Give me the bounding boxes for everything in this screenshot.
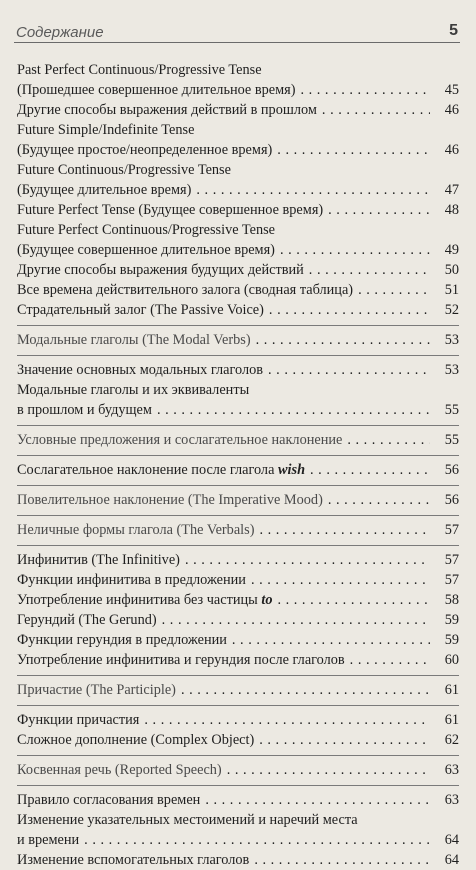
toc-entry-text: Модальные глаголы и их эквиваленты xyxy=(17,382,250,398)
header-page-number: 5 xyxy=(449,22,458,39)
dot-leader xyxy=(84,830,430,850)
dot-leader xyxy=(259,730,430,750)
toc-entry-title xyxy=(17,430,342,450)
toc-entry xyxy=(17,430,459,450)
toc-entry-line xyxy=(17,610,459,630)
toc-entry-title xyxy=(17,180,191,200)
toc-entry xyxy=(17,710,459,730)
toc-entry-line xyxy=(17,590,459,610)
section-divider xyxy=(17,750,459,756)
toc-entry-title xyxy=(17,590,272,610)
toc-page-number: 64 xyxy=(444,832,459,848)
toc-entry-line xyxy=(17,80,459,100)
toc-entry xyxy=(17,280,459,300)
toc-entry-title xyxy=(17,810,358,830)
toc-page-number: 51 xyxy=(444,282,459,298)
toc-entry-line xyxy=(17,280,459,300)
dot-leader xyxy=(232,630,430,650)
toc-entry-title xyxy=(17,460,305,480)
toc-page-number: 64 xyxy=(444,852,459,868)
toc-page-number: 57 xyxy=(444,522,459,538)
toc-entry-line xyxy=(17,730,459,750)
dot-leader xyxy=(350,650,430,670)
toc-entry xyxy=(17,360,459,380)
toc-entry-line xyxy=(17,520,459,540)
toc-entry-line-continued xyxy=(17,160,459,180)
toc-entry xyxy=(17,760,459,780)
toc-entry-line xyxy=(17,260,459,280)
dot-leader xyxy=(144,710,430,730)
toc-entry-title xyxy=(17,220,275,240)
toc-entry xyxy=(17,60,459,100)
toc-entry-text: Другие способы выражения действий в прошлом xyxy=(17,102,317,118)
dot-leader xyxy=(322,100,430,120)
toc-entry-line xyxy=(17,790,459,810)
toc-entry-text: Сложное дополнение (Complex Object) xyxy=(17,732,255,748)
toc-entry-line xyxy=(17,240,459,260)
toc-entry-line-continued xyxy=(17,220,459,240)
toc-entry-line xyxy=(17,490,459,510)
toc-entry-line xyxy=(17,180,459,200)
toc-entry-text: Страдательный залог (The Passive Voice) xyxy=(17,302,264,318)
dot-leader xyxy=(310,460,430,480)
toc-entry-text: Инфинитив (The Infinitive) xyxy=(17,552,180,568)
toc-entry-line xyxy=(17,300,459,320)
dot-leader xyxy=(227,760,430,780)
toc-entry-line xyxy=(17,650,459,670)
toc-page-number: 61 xyxy=(444,682,459,698)
section-divider xyxy=(17,780,459,786)
toc-entry-title xyxy=(17,140,272,160)
dot-leader xyxy=(328,490,430,510)
toc-entry-line xyxy=(17,360,459,380)
toc-page-number: 53 xyxy=(444,362,459,378)
toc-entry-title xyxy=(17,850,249,870)
toc-entry xyxy=(17,160,459,200)
toc-page-number: 46 xyxy=(444,142,459,158)
toc-page-number: 59 xyxy=(444,612,459,628)
toc-entry-text: (Будущее простое/неопределенное время) xyxy=(17,142,273,158)
toc-entry-title xyxy=(17,520,254,540)
toc-entry-line xyxy=(17,100,459,120)
toc-page-number: 45 xyxy=(444,82,459,98)
toc-entry-text: Изменение указательных местоимений и наречий места xyxy=(17,812,358,828)
toc-entry-text: Причастие (The Participle) xyxy=(17,682,176,698)
dot-leader xyxy=(328,200,430,220)
toc-entry-line-continued xyxy=(17,380,459,400)
toc-entry-title xyxy=(17,400,152,420)
toc-entry xyxy=(17,730,459,750)
toc-entry-text: в прошлом и будущем xyxy=(17,402,152,418)
toc-entry-text: Модальные глаголы (The Modal Verbs) xyxy=(17,332,251,348)
toc-page-number: 55 xyxy=(444,432,459,448)
section-divider xyxy=(17,480,459,486)
toc-page-number: 52 xyxy=(444,302,459,318)
toc-entry xyxy=(17,260,459,280)
toc-entry-title xyxy=(17,790,200,810)
toc-entry-text: Условные предложения и сослагательное наклонение xyxy=(17,432,343,448)
toc-entry-text: Future Perfect Continuous/Progressive Tense xyxy=(17,222,276,238)
toc-entry-line xyxy=(17,630,459,650)
toc-entry-line xyxy=(17,200,459,220)
toc-entry-line xyxy=(17,550,459,570)
toc-entry xyxy=(17,850,459,870)
toc-entry xyxy=(17,490,459,510)
toc-entry-title xyxy=(17,630,227,650)
toc-entry-text: Past Perfect Continuous/Progressive Tense xyxy=(17,62,262,78)
table-of-contents xyxy=(17,60,459,870)
dot-leader xyxy=(254,850,430,870)
toc-entry-title xyxy=(17,680,176,700)
dot-leader xyxy=(185,550,430,570)
dot-leader xyxy=(181,680,430,700)
toc-entry-title xyxy=(17,200,323,220)
toc-entry xyxy=(17,570,459,590)
toc-entry-line xyxy=(17,570,459,590)
toc-entry xyxy=(17,460,459,480)
toc-entry-line-continued xyxy=(17,120,459,140)
toc-entry-text: Функции герундия в предложении xyxy=(17,632,227,648)
toc-entry xyxy=(17,380,459,420)
toc-entry-line xyxy=(17,760,459,780)
toc-page-number: 55 xyxy=(444,402,459,418)
dot-leader xyxy=(259,520,430,540)
toc-entry-text: Неличные формы глагола (The Verbals) xyxy=(17,522,255,538)
toc-entry xyxy=(17,220,459,260)
section-divider xyxy=(17,540,459,546)
section-divider xyxy=(17,510,459,516)
toc-entry xyxy=(17,630,459,650)
header-title: Содержание xyxy=(16,24,104,41)
dot-leader xyxy=(205,790,430,810)
toc-entry xyxy=(17,790,459,810)
toc-page-number: 48 xyxy=(444,202,459,218)
toc-entry-text: Все времена действительного залога (сводная таблица) xyxy=(17,282,354,298)
toc-entry-text: Future Continuous/Progressive Tense xyxy=(17,162,231,178)
toc-entry-title xyxy=(17,360,263,380)
toc-entry xyxy=(17,680,459,700)
dot-leader xyxy=(280,240,430,260)
toc-entry-line xyxy=(17,830,459,850)
toc-entry xyxy=(17,200,459,220)
toc-page-number: 47 xyxy=(444,182,459,198)
toc-entry-text: Правило согласования времен xyxy=(17,792,201,808)
toc-page-number: 58 xyxy=(444,592,459,608)
toc-entry xyxy=(17,650,459,670)
toc-entry-line xyxy=(17,710,459,730)
toc-entry-title xyxy=(17,300,264,320)
toc-page-number: 56 xyxy=(444,462,459,478)
toc-entry-italic-word: wish xyxy=(278,462,306,478)
toc-entry-text: Употребление инфинитива без частицы xyxy=(17,592,262,608)
toc-entry-text: Функции инфинитива в предложении xyxy=(17,572,246,588)
toc-entry-title xyxy=(17,550,180,570)
toc-entry-title xyxy=(17,80,295,100)
dot-leader xyxy=(358,280,430,300)
toc-entry-title xyxy=(17,330,251,350)
toc-entry-text: (Прошедшее совершенное длительное время) xyxy=(17,82,296,98)
dot-leader xyxy=(277,590,430,610)
toc-page-number: 60 xyxy=(444,652,459,668)
dot-leader xyxy=(157,400,430,420)
toc-page-number: 62 xyxy=(444,732,459,748)
toc-entry-line-continued xyxy=(17,810,459,830)
toc-entry-text: (Будущее длительное время) xyxy=(17,182,192,198)
toc-entry xyxy=(17,610,459,630)
toc-entry-line xyxy=(17,460,459,480)
toc-entry-text: Употребление инфинитива и герундия после глаголов xyxy=(17,652,345,668)
toc-page-number: 61 xyxy=(444,712,459,728)
toc-entry-title xyxy=(17,710,139,730)
dot-leader xyxy=(269,300,430,320)
toc-entry-text: Future Simple/Indefinite Tense xyxy=(17,122,195,138)
section-divider xyxy=(17,700,459,706)
dot-leader xyxy=(196,180,430,200)
toc-entry-title xyxy=(17,280,353,300)
toc-entry-text: Косвенная речь (Reported Speech) xyxy=(17,762,222,778)
dot-leader xyxy=(268,360,430,380)
toc-entry-title xyxy=(17,730,254,750)
toc-entry-title xyxy=(17,830,79,850)
toc-page-number: 50 xyxy=(444,262,459,278)
dot-leader xyxy=(300,80,430,100)
toc-entry xyxy=(17,120,459,160)
toc-entry xyxy=(17,550,459,570)
toc-entry-title xyxy=(17,380,249,400)
toc-entry-text: Функции причастия xyxy=(17,712,140,728)
toc-page-number: 46 xyxy=(444,102,459,118)
toc-entry-line xyxy=(17,680,459,700)
toc-entry-text: (Будущее совершенное длительное время) xyxy=(17,242,275,258)
toc-entry xyxy=(17,810,459,850)
toc-entry-title xyxy=(17,160,231,180)
toc-entry-text: Изменение вспомогательных глаголов xyxy=(17,852,250,868)
toc-entry-text: Сослагательное наклонение после глагола xyxy=(17,462,278,478)
toc-entry-title xyxy=(17,650,345,670)
toc-page-number: 56 xyxy=(444,492,459,508)
toc-page-number: 57 xyxy=(444,552,459,568)
toc-page-number: 63 xyxy=(444,792,459,808)
toc-entry-title xyxy=(17,240,275,260)
toc-entry xyxy=(17,100,459,120)
toc-entry-title xyxy=(17,60,262,80)
page-header xyxy=(14,12,460,43)
toc-entry-line xyxy=(17,330,459,350)
toc-entry-line xyxy=(17,850,459,870)
toc-entry-text: Future Perfect Tense (Будущее совершенное время) xyxy=(17,202,324,218)
toc-page-number: 53 xyxy=(444,332,459,348)
section-divider xyxy=(17,350,459,356)
dot-leader xyxy=(162,610,430,630)
dot-leader xyxy=(256,330,430,350)
toc-entry xyxy=(17,330,459,350)
section-divider xyxy=(17,450,459,456)
toc-page-number: 59 xyxy=(444,632,459,648)
toc-entry xyxy=(17,300,459,320)
dot-leader xyxy=(251,570,430,590)
toc-entry-italic-word: to xyxy=(261,592,273,608)
toc-entry-line xyxy=(17,430,459,450)
dot-leader xyxy=(277,140,430,160)
toc-entry-title xyxy=(17,760,222,780)
toc-entry-text: Значение основных модальных глаголов xyxy=(17,362,264,378)
toc-page-number: 49 xyxy=(444,242,459,258)
toc-entry xyxy=(17,520,459,540)
toc-entry-text: Герундий (The Gerund) xyxy=(17,612,157,628)
section-divider xyxy=(17,670,459,676)
toc-entry-line xyxy=(17,140,459,160)
toc-entry-text: и времени xyxy=(17,832,80,848)
toc-entry-title xyxy=(17,100,317,120)
toc-page-number: 63 xyxy=(444,762,459,778)
toc-entry-title xyxy=(17,610,157,630)
toc-entry-title xyxy=(17,120,194,140)
section-divider xyxy=(17,320,459,326)
toc-entry-text: Повелительное наклонение (The Imperative Mood) xyxy=(17,492,323,508)
toc-entry-title xyxy=(17,260,304,280)
dot-leader xyxy=(347,430,430,450)
toc-entry xyxy=(17,590,459,610)
toc-entry-title xyxy=(17,490,323,510)
section-divider xyxy=(17,420,459,426)
toc-entry-line xyxy=(17,400,459,420)
toc-entry-title xyxy=(17,570,246,590)
toc-entry-line-continued xyxy=(17,60,459,80)
toc-page-number: 57 xyxy=(444,572,459,588)
toc-entry-text: Другие способы выражения будущих действий xyxy=(17,262,304,278)
dot-leader xyxy=(309,260,430,280)
